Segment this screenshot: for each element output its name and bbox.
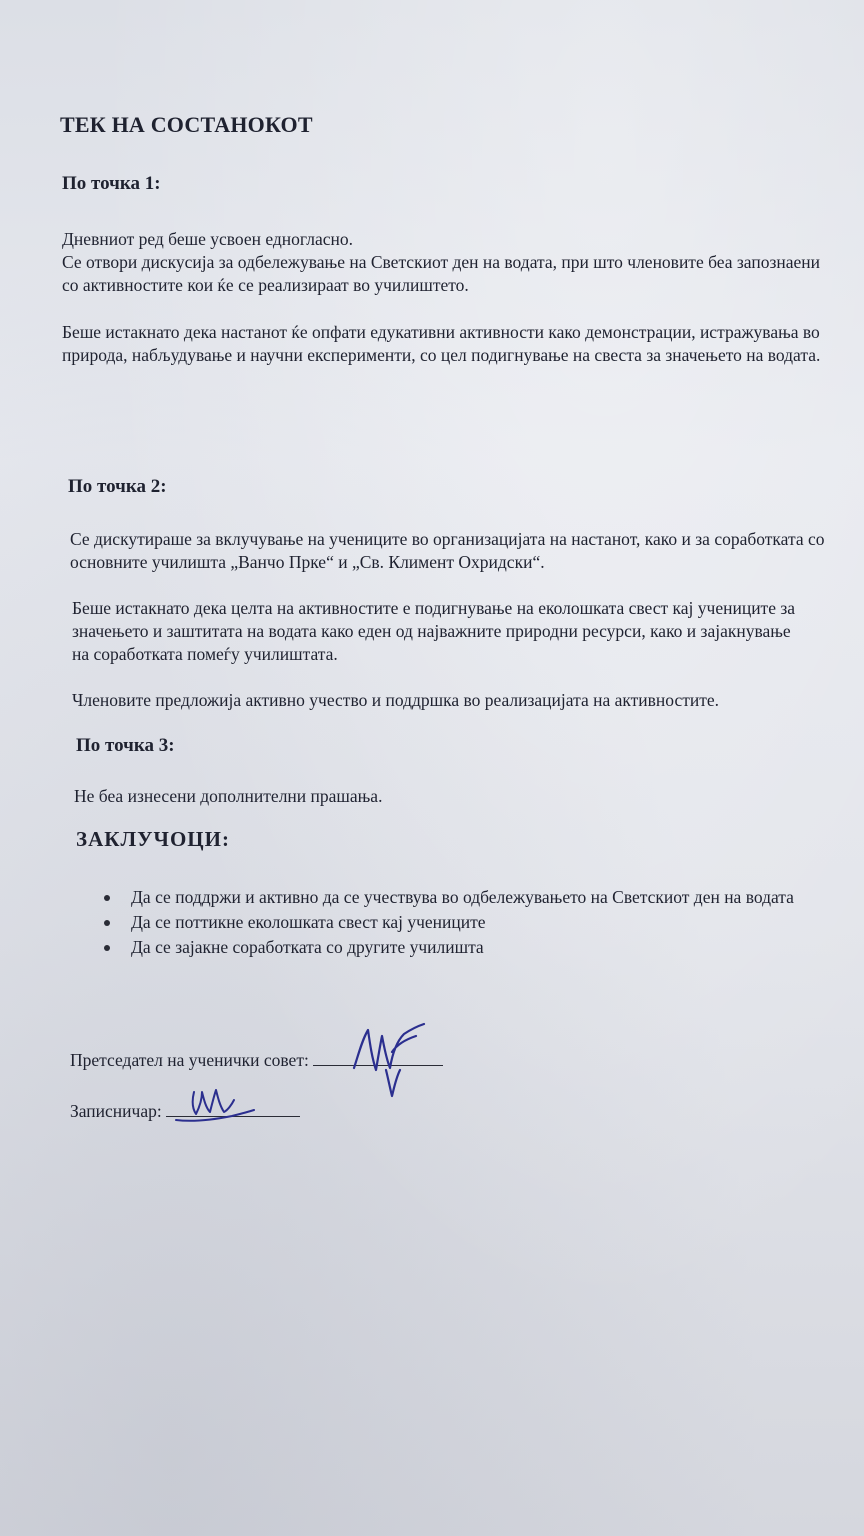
point-1-paragraph-2: Беше истакнато дека настанот ќе опфати едукативни активности како демонстрации, истражувања во природа, набљудување и научни експерименти, со цел подигнување на свеста за значењето на водата. [62,322,821,365]
point-2-heading: По точка 2: [68,476,167,497]
list-item: Да се поттикне еколошката свест кај учениците [104,911,804,934]
conclusions-heading: ЗАКЛУЧОЦИ: [76,827,230,851]
list-item: Да се поддржи и активно да се учествува во одбележувањето на Светскиот ден на водата [104,886,804,909]
document-title: ТЕК НА СОСТАНОКОТ [60,112,313,137]
point-3-paragraph-1: Не беа изнесени дополнителни прашања. [74,786,383,806]
point-2-paragraph-2: Беше истакнато дека целта на активностите е подигнување на еколошката свест кај учениците за значењето и заштитата на водата како еден од најважните природни ресурси, како и зајакнување на соработката помеѓу училиштата. [72,598,796,664]
point-1-heading: По точка 1: [62,173,161,194]
point-1-paragraph-1-line-1: Дневниот ред беше усвоен едногласно. [62,229,353,249]
president-label: Претседател на ученички совет: [70,1050,309,1070]
president-signature [348,1018,428,1100]
point-1-paragraph-1 [62,228,852,297]
point-2-paragraph-3: Членовите предложија активно учество и поддршка во реализацијата на активностите. [72,690,720,710]
point-2-paragraph-1: Се дискутираше за вклучување на учениците во организацијата на настанот, како и за соработката со основните училишта „Ванчо Прке“ и „Св. Климент Охридски“. [70,529,825,572]
list-item: Да се зајакне соработката со другите училишта [104,936,804,959]
conclusions-list [104,886,804,961]
point-3-heading: По точка 3: [76,735,175,756]
secretary-label: Записничар: [70,1101,162,1121]
point-1-paragraph-1-line-2: Се отвори дискусија за одбележување на Светскиот ден на водата, при што членовите беа запознаени со активностите кои ќе се реализираат во училиштето. [62,252,821,295]
secretary-signature [172,1086,262,1126]
